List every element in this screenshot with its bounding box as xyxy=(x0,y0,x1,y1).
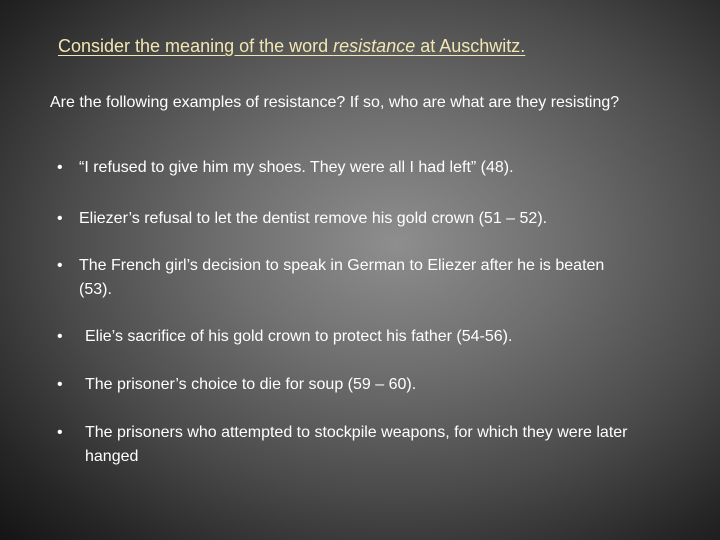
bullet-text: The prisoners who attempted to stockpile weapons, for which they were later hanged xyxy=(85,424,628,465)
bullet-text: The French girl’s decision to speak in German to Eliezer after he is beaten (53). xyxy=(79,257,605,298)
bullet-item-5 xyxy=(57,373,657,397)
title-emphasis: resistance xyxy=(333,36,416,56)
bullet-item-4 xyxy=(57,325,657,349)
bullet-text: The prisoner’s choice to die for soup (59 – 60). xyxy=(85,376,417,393)
slide-title xyxy=(58,36,525,57)
bullet-marker: • xyxy=(57,328,63,345)
title-text-after: at Auschwitz. xyxy=(415,36,526,56)
bullet-marker: • xyxy=(57,210,63,227)
title-text-before: Consider the meaning of the word xyxy=(58,36,334,56)
bullet-marker: • xyxy=(57,257,63,274)
bullet-item-6 xyxy=(57,421,637,469)
bullet-text: Elie’s sacrifice of his gold crown to protect his father (54-56). xyxy=(85,328,513,345)
question-text: Are the following examples of resistance? If so, who are what are they resisting? xyxy=(50,94,620,111)
bullet-marker: • xyxy=(57,376,63,393)
bullet-text: “I refused to give him my shoes. They were all I had left” (48). xyxy=(79,159,514,176)
bullet-text: Eliezer’s refusal to let the dentist remove his gold crown (51 – 52). xyxy=(79,210,548,227)
bullet-item-3 xyxy=(57,254,627,302)
bullet-marker: • xyxy=(57,424,63,441)
bullet-marker: • xyxy=(57,159,63,176)
bullet-item-1 xyxy=(57,156,657,180)
bullet-item-2 xyxy=(57,207,657,231)
